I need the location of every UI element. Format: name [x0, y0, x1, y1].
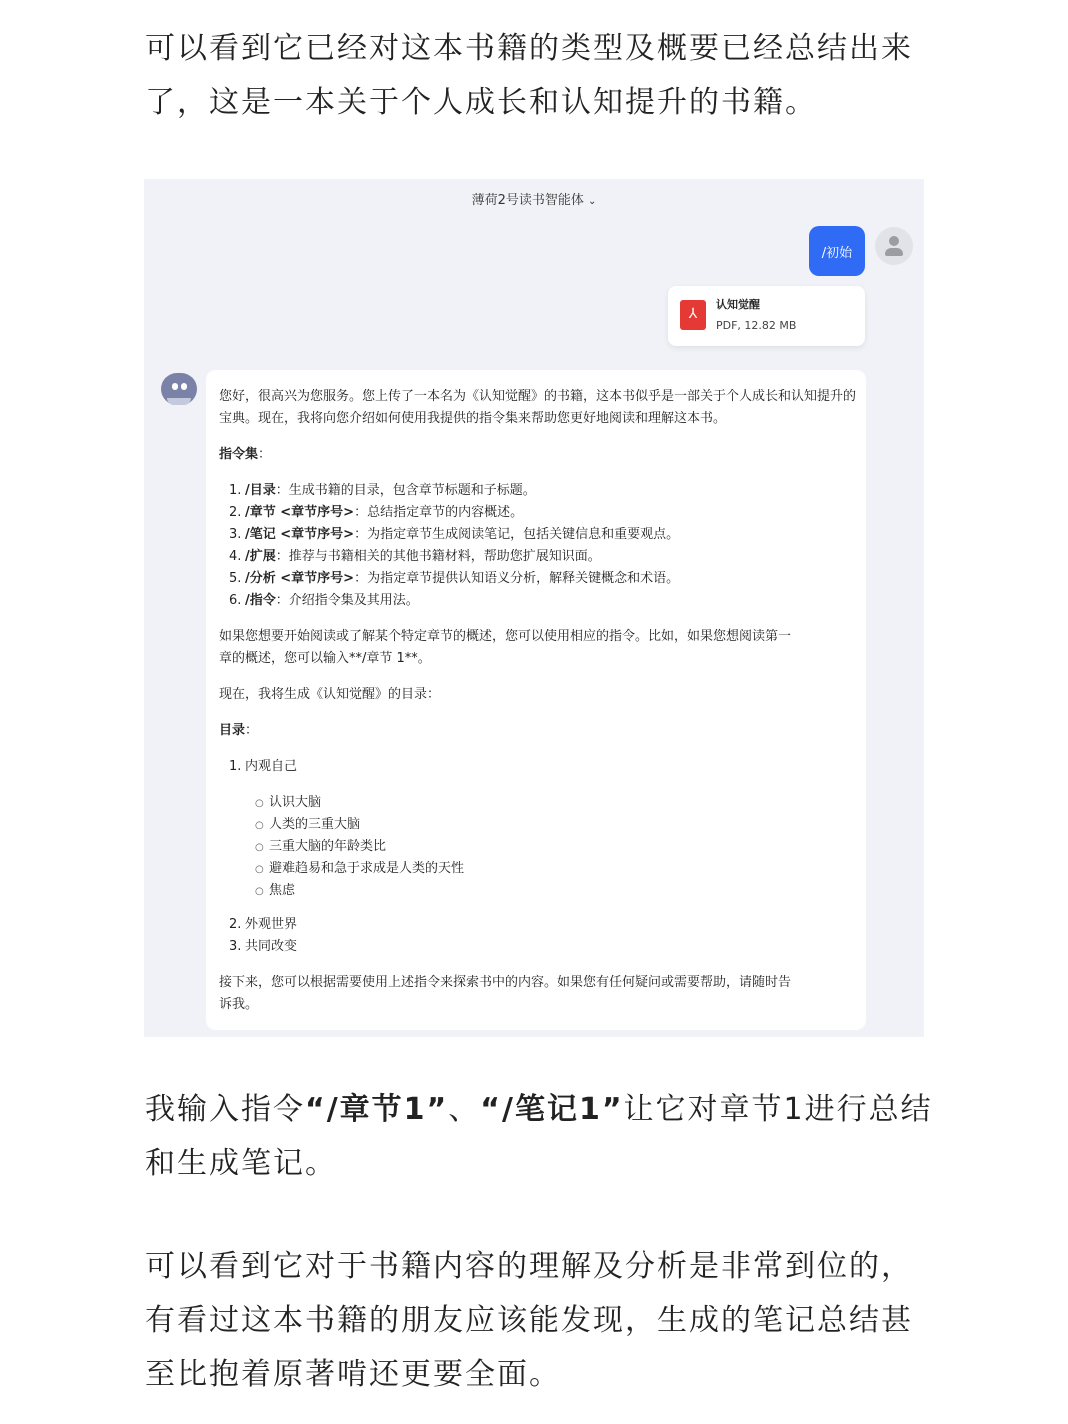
- command-item: 1. /目录：生成书籍的目录，包含章节标题和子标题。: [229, 483, 536, 498]
- toc-intro: 现在，我将生成《认知觉醒》的目录：: [219, 687, 441, 702]
- pdf-icon: ⅄: [680, 300, 706, 330]
- chevron-down-icon[interactable]: ⌄: [587, 196, 597, 207]
- toc-section-item: ○ 认识大脑: [255, 795, 322, 810]
- toc-section-item: ○ 避难趋易和急于求成是人类的天性: [255, 861, 465, 876]
- toc-section-item: ○ 三重大脑的年龄类比: [255, 839, 387, 854]
- chat-header[interactable]: [144, 189, 924, 208]
- reply-greeting: 您好，很高兴为您服务。您上传了一本名为《认知觉醒》的书籍，这本书似乎是一部关于个人成长和认知提升的宝典。现在，我将向您介绍如何使用我提供的指令集来帮助您更好地阅读和理解这本书。: [219, 389, 857, 426]
- toc-section-item: ○ 人类的三重大脑: [255, 817, 361, 832]
- usage-line-1: 如果您想要开始阅读或了解某个特定章节的概述，您可以使用相应的指令。比如，如果您想阅读第一: [219, 629, 792, 644]
- bot-avatar-icon: [161, 373, 197, 405]
- closing-line-1: 接下来，您可以根据需要使用上述指令来探索书中的内容。如果您有任何疑问或需要帮助，请随时告: [219, 975, 792, 990]
- chat-screenshot: [144, 179, 924, 1037]
- toc-chapter-1: 1. 内观自己: [229, 759, 298, 774]
- toc-chapter-2: 2. 外观世界: [229, 917, 298, 932]
- command-item: 4. /扩展：推荐与书籍相关的其他书籍材料，帮助您扩展知识面。: [229, 549, 601, 564]
- toc-heading: 目录：: [219, 723, 259, 738]
- commands-heading: 指令集：: [219, 447, 272, 462]
- command-item: 2. /章节 <章节序号>：总结指定章节的内容概述。: [229, 505, 524, 520]
- attachment-name: 认知觉醒: [716, 298, 760, 311]
- intro-paragraph: 可以看到它已经对这本书籍的类型及概要已经总结出来了，这是一本关于个人成长和认知提升的书籍。: [145, 31, 913, 120]
- agent-title: 薄荷2号读书智能体: [471, 193, 584, 208]
- closing-line-2: 诉我。: [219, 997, 259, 1012]
- usage-line-2: 章的概述，您可以输入**/章节 1**。: [219, 651, 431, 666]
- user-message-bubble: /初始: [809, 226, 865, 276]
- instruction-paragraph: 我输入指令“/章节1”、“/笔记1”让它对章节1进行总结和生成笔记。: [145, 1092, 933, 1181]
- command-item: 3. /笔记 <章节序号>：为指定章节生成阅读笔记，包括关键信息和重要观点。: [229, 527, 680, 542]
- conclusion-paragraph: 可以看到它对于书籍内容的理解及分析是非常到位的，有看过这本书籍的朋友应该能发现，生成的笔记总结甚至比抱着原著啃还更要全面。: [145, 1249, 913, 1392]
- user-avatar-icon: [875, 227, 913, 265]
- command-item: 5. /分析 <章节序号>：为指定章节提供认知语义分析，解释关键概念和术语。: [229, 571, 680, 586]
- attachment-card[interactable]: [668, 286, 865, 346]
- toc-section-item: ○ 焦虑: [255, 883, 296, 898]
- attachment-meta: PDF, 12.82 MB: [716, 319, 797, 332]
- bot-reply-card: [206, 370, 866, 1030]
- toc-chapter-3: 3. 共同改变: [229, 939, 298, 954]
- command-item: 6. /指令：介绍指令集及其用法。: [229, 593, 419, 608]
